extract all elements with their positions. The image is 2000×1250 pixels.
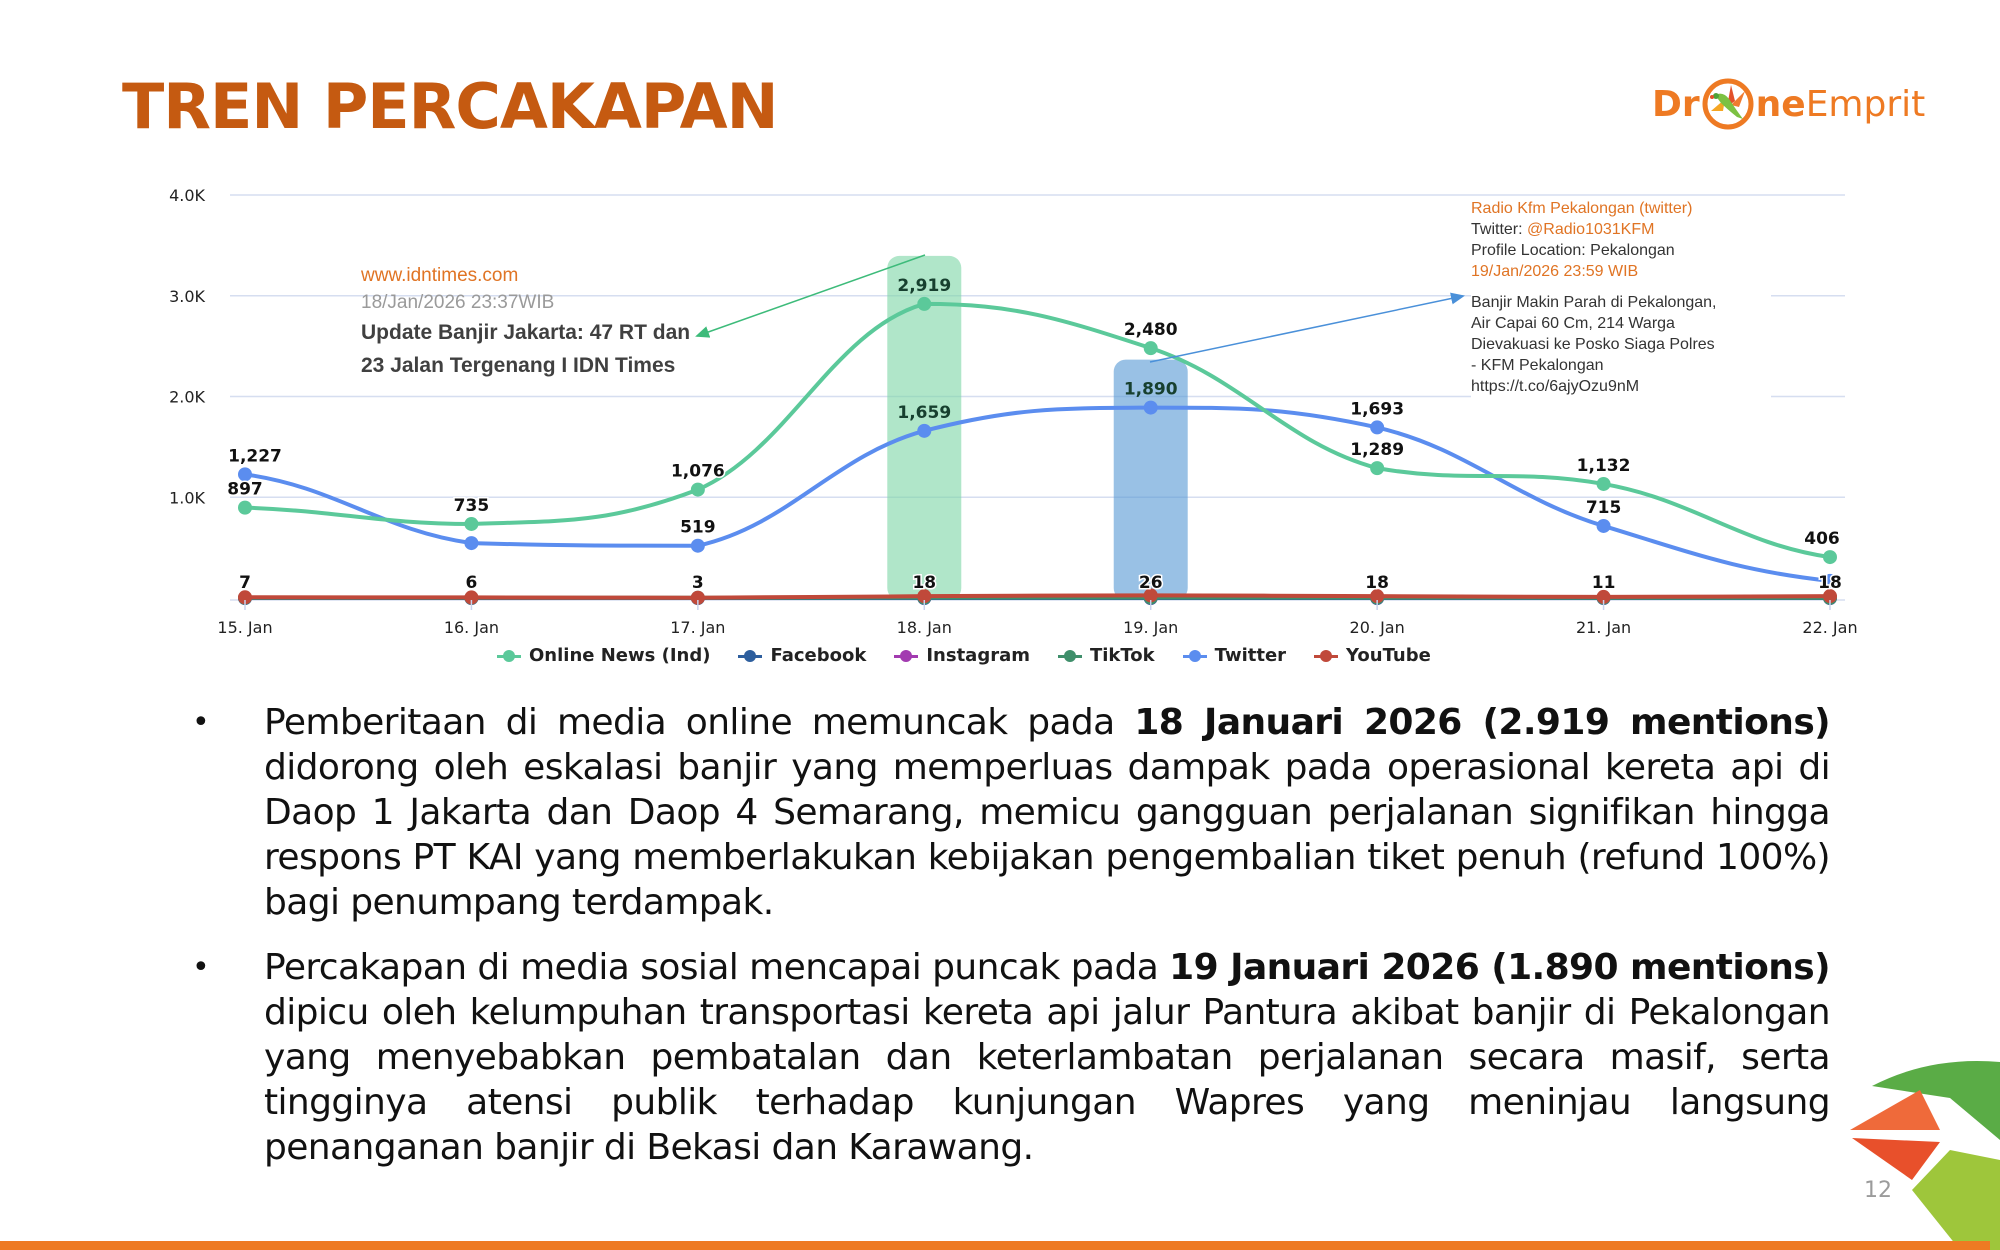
annotation-source: www.idntimes.com (361, 265, 519, 286)
annotation-text-line: Banjir Makin Parah di Pekalongan, (1471, 294, 1717, 311)
bullet-text-post: dipicu oleh kelumpuhan transportasi kereta api jalur Pantura akibat banjir di Pekalongan yang menyebabkan pembatalan dan keterlambatan perjalanan secara masif, serta tingginya atensi publik terhadap kunjungan Wapres yang meninjau langsung penanganan banjir di Bekasi dan Karawang. (264, 992, 1830, 1168)
legend-item-instagram[interactable] (894, 645, 1030, 666)
logo-text-emprit: Emprit (1805, 83, 1926, 125)
data-label: 519 (680, 517, 716, 538)
bullet-text-post: didorong oleh eskalasi banjir yang memperluas dampak pada operasional kereta api di Daop 1 Jakarta dan Daop 4 Semarang, memicu gangguan perjalanan signifikan hingga respons PT KAI yang memberlakukan kebijakan pengembalian tiket penuh (refund 100%) bagi penumpang terdampak. (264, 747, 1830, 923)
data-label: 18 (1818, 573, 1842, 593)
data-label: 11 (1591, 573, 1616, 593)
series-line-twitter (245, 408, 1830, 581)
data-label: 1,132 (1576, 455, 1631, 476)
annotation-arrow-twitter (1150, 296, 1463, 362)
bullet-item (188, 700, 1830, 925)
data-point-online-news-ind[interactable] (238, 501, 252, 515)
legend-marker-icon (894, 649, 918, 663)
annotation-timestamp: 18/Jan/2026 23:37WIB (361, 292, 555, 313)
annotation-account: Radio Kfm Pekalongan (twitter) (1471, 200, 1693, 217)
x-tick-label: 15. Jan (217, 618, 273, 637)
data-point-twitter[interactable] (464, 536, 478, 550)
legend-label: Online News (Ind) (529, 645, 711, 666)
page-title: TREN PERCAKAPAN (122, 70, 778, 143)
data-label: 6 (465, 573, 478, 593)
online-news-annotation (361, 262, 691, 382)
decorative-corner-shape (1840, 1050, 2000, 1250)
data-point-twitter[interactable] (1144, 401, 1158, 415)
data-point-online-news-ind[interactable] (1144, 341, 1158, 355)
legend-label: Twitter (1214, 645, 1287, 666)
data-label: 735 (453, 495, 490, 516)
annotation-location: Profile Location: Pekalongan (1471, 242, 1675, 259)
y-tick-label: 4.0K (169, 186, 205, 205)
bullet-text-pre: Percakapan di media sosial mencapai puncak pada (264, 947, 1170, 988)
data-label: 897 (227, 479, 263, 500)
data-point-online-news-ind[interactable] (1597, 477, 1611, 491)
data-point-online-news-ind[interactable] (1370, 461, 1384, 475)
legend-marker-icon (1314, 649, 1338, 663)
legend-item-twitter[interactable] (1183, 645, 1286, 666)
data-point-online-news-ind[interactable] (464, 517, 478, 531)
chart-legend (497, 645, 1431, 666)
y-tick-label: 3.0K (169, 286, 205, 306)
data-label: 406 (1804, 529, 1840, 550)
legend-label: Instagram (926, 645, 1030, 666)
data-label: 1,659 (897, 402, 952, 423)
data-label: 2,919 (897, 275, 952, 296)
data-label: 1,076 (670, 461, 725, 482)
data-point-online-news-ind[interactable] (1823, 550, 1837, 564)
annotation-twitter-label: Twitter: (1471, 221, 1528, 238)
bullet-icon: • (192, 950, 210, 985)
data-point-online-news-ind[interactable] (691, 483, 705, 497)
bullet-item (188, 945, 1830, 1170)
x-tick-label: 21. Jan (1575, 618, 1632, 637)
bullet-text-bold: 18 Januari 2026 (2.919 mentions) (1134, 702, 1830, 743)
y-tick-label: 2.0K (169, 387, 205, 407)
summary-bullets (188, 700, 1830, 1190)
legend-item-facebook[interactable] (738, 645, 866, 666)
data-label: 3 (691, 573, 704, 593)
y-tick-label: 1.0K (169, 488, 205, 508)
annotation-text-line: https://t.co/6ajyOzu9nM (1471, 378, 1640, 395)
legend-item-online-news[interactable] (497, 645, 710, 666)
x-tick-label: 18. Jan (896, 618, 952, 637)
x-tick-label: 20. Jan (1349, 618, 1405, 637)
data-label: 1,693 (1350, 399, 1405, 420)
legend-label: TikTok (1089, 645, 1155, 666)
page-number: 12 (1864, 1178, 1892, 1203)
data-label: 1,890 (1123, 379, 1178, 400)
deco-orange-segment (1850, 1090, 1940, 1130)
data-point-twitter[interactable] (691, 539, 705, 553)
series-line-youtube (245, 595, 1830, 597)
legend-item-youtube[interactable] (1314, 645, 1431, 666)
bullet-text-pre: Pemberitaan di media online memuncak pada (264, 702, 1135, 743)
x-tick-label: 22. Jan (1802, 618, 1858, 637)
legend-marker-icon (738, 649, 762, 663)
deco-lime-segment (1912, 1150, 2000, 1250)
legend-item-tiktok[interactable] (1058, 645, 1155, 666)
x-tick-label: 17. Jan (670, 618, 726, 637)
x-tick-label: 19. Jan (1123, 618, 1179, 637)
footer-bar (0, 1241, 1990, 1250)
data-label: 1,289 (1350, 440, 1405, 461)
data-label: 26 (1138, 573, 1163, 593)
data-label: 18 (1365, 573, 1389, 593)
data-label: 7 (239, 573, 251, 593)
logo-text-ne: ne (1755, 83, 1806, 125)
legend-marker-icon (1058, 649, 1082, 663)
legend-label: YouTube (1346, 645, 1431, 666)
data-label: 2,480 (1123, 320, 1178, 341)
legend-marker-icon (1183, 649, 1207, 663)
data-label: 715 (1585, 497, 1622, 518)
annotation-text-line: Dievakuasi ke Posko Siaga Polres (1471, 336, 1715, 353)
annotation-headline: Update Banjir Jakarta: 47 RT dan 23 Jalan Tergenang I IDN Times (361, 321, 691, 377)
bullet-text-bold: 19 Januari 2026 (1.890 mentions) (1169, 947, 1830, 988)
data-point-twitter[interactable] (917, 424, 931, 438)
annotation-text-line: Air Capai 60 Cm, 214 Warga (1471, 315, 1675, 332)
deco-red-segment (1852, 1138, 1940, 1180)
bullet-text (264, 700, 1830, 925)
data-label: 1,227 (228, 446, 282, 467)
data-label: 18 (912, 573, 937, 593)
annotation-twitter-line (1471, 219, 1771, 240)
legend-label: Facebook (770, 645, 867, 666)
bullet-text (264, 945, 1830, 1170)
twitter-annotation (1471, 196, 1771, 399)
bullet-icon: • (192, 705, 210, 740)
data-point-twitter[interactable] (1370, 420, 1384, 434)
logo-text-dr: Dr (1652, 83, 1700, 125)
annotation-twitter-handle: @Radio1031KFM (1527, 221, 1655, 238)
annotation-timestamp: 19/Jan/2026 23:59 WIB (1471, 263, 1639, 280)
x-tick-label: 16. Jan (443, 618, 500, 637)
data-point-twitter[interactable] (1597, 519, 1611, 533)
annotation-text-line: - KFM Pekalongan (1471, 357, 1604, 374)
data-point-online-news-ind[interactable] (917, 297, 931, 311)
legend-marker-icon (497, 649, 521, 663)
